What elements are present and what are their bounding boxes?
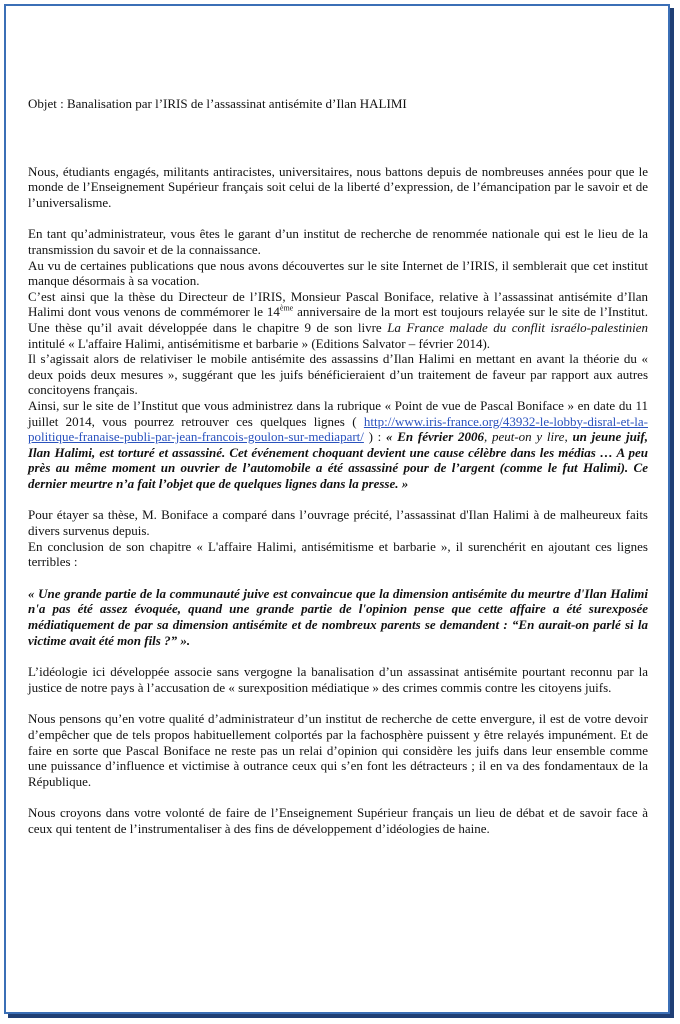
blockquote-community: « Une grande partie de la communauté juive est convaincue que la dimension antisémite du meurtre d'Ilan Halimi n'a pas été assez évoquée, quand une grande partie de l'opinion pense que cette affaire a été surexposée médiatiquement de par sa dimension antisémite et de nombreux parents se demandent : “En aurait-on parlé si la victime avait été mon fils ?” ». [28,585,648,648]
paragraph-intro: Nous, étudiants engagés, militants antiracistes, universitaires, nous battons depuis de nombreuses années pour que le monde de l’Enseignement Supérieur français soit celui de la liberté d’expression, de l’émancipation par le savoir et de l’universalisme. [28,163,648,210]
paragraph-relativize: Il s’agissait alors de relativiser le mobile antisémite des assassins d’Ilan Halimi en mettant en avant la théorie du « deux poids deux mesures », suggérant que les juifs bénéficieraient d’un traitement de faveur par rapport aux autres concitoyens français. [28,351,648,398]
paragraph-website-quote [28,398,648,492]
paragraph-publications: Au vu de certaines publications que nous avons découvertes sur le site Internet de l’IRIS, il semblerait que cet institut manque désormais à sa vocation. [28,257,648,289]
website-text-b: ) : [363,429,387,445]
thesis-text-c: intitulé « L'affaire Halimi, antisémitisme et barbarie » (Editions Salvator – février 2014). [28,335,491,351]
thesis-text-a: C’est ainsi que la thèse du Directeur de l’IRIS, Monsieur Pascal Boniface, relative à l’assassinat antisémite d’Ilan Halimi dont vous venons de commémorer le 14 [28,288,648,320]
paragraph-closing: Nous croyons dans votre volonté de faire de l’Enseignement Supérieur français un lieu de débat et de savoir face à ceux qui tentent de l’instrumentaliser à des fins de développement d’idéologies de haine. [28,805,648,836]
quote-interjection: , peut-on y lire, [483,429,573,445]
website-text-a: Ainsi, sur le site de l’Institut que vous administrez dans la rubrique « Point de vue de Pascal Boniface » en date du 11 juillet 2014, vous pourrez retrouver ces quelques lignes ( [28,397,648,429]
quote-part-2: un jeune juif, Ilan Halimi, est torturé et assassiné. Cet événement choquant devient une cause célèbre dans les médias … A peu près au même moment un ouvrier de l’automobile a été assassiné pour de l’argent (comme le fut Halimi). Ce dernier meurtre n’a fait l’objet que de quelques lignes dans la presse. » [28,429,648,491]
paragraph-thesis [28,289,648,351]
thesis-text-b: anniversaire de la mort est toujours relayée sur le site de l’Institut. Une thèse qu’il avait développée dans le chapitre 9 de son livre [28,304,649,335]
paragraph-duty: Nous pensons qu’en votre qualité d’administrateur d’un institut de recherche de cette envergure, il est de votre devoir d’empêcher que de tels propos habituellement colportés par la fachosphère puissent y être relayés impunément. Et de faire en sorte que Pascal Boniface ne reste pas un relai d’opinion qui considère les juifs dans leur ensemble comme une puissance d’influence et victimise à outrance ceux qui s’en font les détracteurs ; il en va des fondamentaux de la République. [28,711,648,789]
paragraph-comparison: Pour étayer sa thèse, M. Boniface a comparé dans l’ouvrage précité, l’assassinat d'Ilan Halimi à de malheureux faits divers survenus depuis. [28,507,648,539]
book-title: La France malade du conflit israélo-palestinien [387,319,648,335]
paragraph-ideology: L’idéologie ici développée associe sans vergogne la banalisation d’un assassinat antisémite pourtant reconnu par la justice de notre pays à l’accusation de « surexposition médiatique » des crimes commis contre les citoyens juifs. [28,664,648,695]
quote-part-1: « En février 2006 [386,429,484,445]
paragraph-conclusion: En conclusion de son chapitre « L'affaire Halimi, antisémitisme et barbarie », il surenchérit en ajoutant ces lignes terribles : [28,538,648,570]
subject-line: Objet : Banalisation par l’IRIS de l’assassinat antisémite d’Ilan HALIMI [28,96,407,111]
ordinal-superscript: ème [279,304,294,314]
paragraph-administrator: En tant qu’administrateur, vous êtes le garant d’un institut de recherche de renommée nationale qui est le lieu de la transmission du savoir et de la connaissance. [28,226,648,257]
letter-body [28,96,648,837]
iris-article-link[interactable]: http://www.iris-france.org/43932-le-lobby-disral-et-la-politique-franaise-publi-par-jean-francois-goulon-sur-mediapart/ [28,413,648,445]
